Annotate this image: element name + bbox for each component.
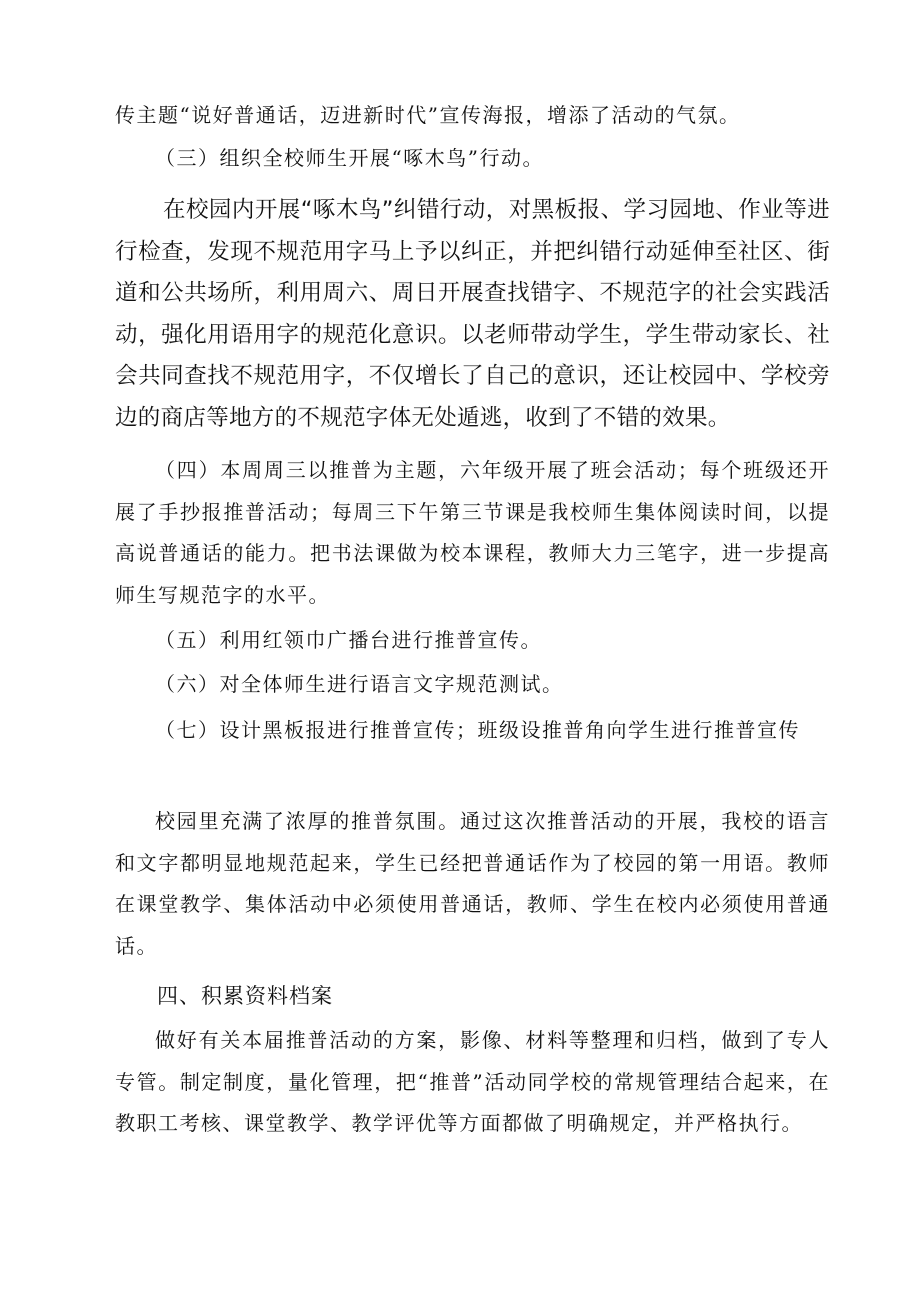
paragraph-archive-management: 做好有关本届推普活动的方案，影像、材料等整理和归档，做到了专人专管。制定制度，量化管理，把“推普”活动同学校的常规管理结合起来，在教职工考核、课堂教学、教学评优等方面都做了明确规定，并严格执行。 <box>115 1028 830 1135</box>
paragraph-item-five: （五）利用红领巾广播台进行推普宣传。 <box>155 628 542 652</box>
paragraph-poster-theme: 传主题“说好普通话，迈进新时代”宣传海报，增添了活动的气氛。 <box>115 103 741 127</box>
section-heading-four: 四、积累资料档案 <box>157 984 333 1008</box>
paragraph-item-four: （四）本周周三以推普为主题，六年级开展了班会活动；每个班级还开展了手抄报推普活动；每周三下午第三节课是我校师生集体阅读时间，以提高说普通话的能力。把书法课做为校本课程，教师大力三笔字，进一步提高师生写规范字的水平。 <box>115 458 830 607</box>
paragraph-woodpecker-action: 在校园内开展“啄木鸟”纠错行动，对黑板报、学习园地、作业等进行检查，发现不规范用字马上予以纠正，并把纠错行动延伸至社区、街道和公共场所，利用周六、周日开展查找错字、不规范字的社会实践活动，强化用语用字的规范化意识。以老师带动学生，学生带动家长、社会共同查找不规范用字，不仅增长了自己的意识，还让校园中、学校旁边的商店等地方的不规范字体无处遁逃，收到了不错的效果。 <box>115 197 830 431</box>
paragraph-item-six: （六）对全体师生进行语言文字规范测试。 <box>155 672 564 696</box>
paragraph-campus-atmosphere: 校园里充满了浓厚的推普氛围。通过这次推普活动的开展，我校的语言和文字都明显地规范起来，学生已经把普通话作为了校园的第一用语。教师在课堂教学、集体活动中必须使用普通话，教师、学生在校内必须使用普通话。 <box>115 809 830 958</box>
paragraph-item-seven: （七）设计黑板报进行推普宣传；班级设推普角向学生进行推普宣传 <box>155 718 800 742</box>
paragraph-item-three-heading: （三）组织全校师生开展“啄木鸟”行动。 <box>155 146 544 170</box>
